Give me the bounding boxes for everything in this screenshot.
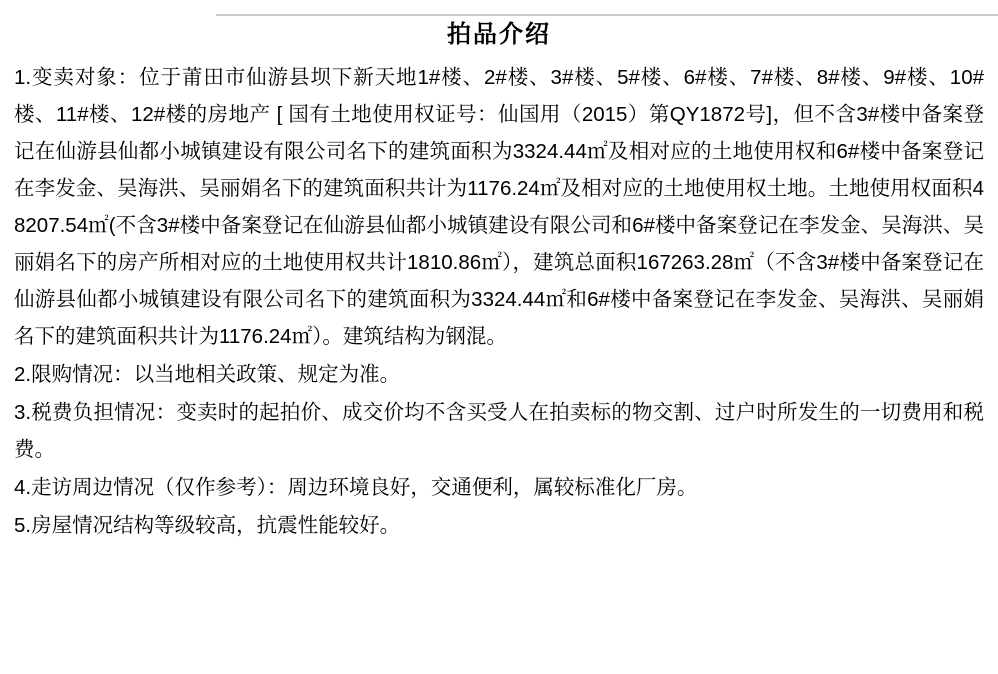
paragraph-surroundings: 4.走访周边情况（仅作参考）：周边环境良好，交通便利，属较标准化厂房。	[14, 476, 698, 499]
paragraph-sale-object: 1.变卖对象：位于莆田市仙游县坝下新天地1#楼、2#楼、3#楼、5#楼、6#楼、7#楼、8#楼、9#楼、10#楼、11#楼、12#楼的房地产 [ 国有土地使用权证号：仙国用（2015）第QY1872号]，但不含3#楼中备案登记在仙游县仙都小城镇建设有限公司名下的建筑面积为3324.44㎡及相对应的土地使用权和6#楼中备案登记在李发金、吴海洪、吴丽娟名下的建筑面积共计为1176.24㎡及相对应的土地使用权土地。土地使用权面积48207.54㎡(不含3#楼中备案登记在仙游县仙都小城镇建设有限公司和6#楼中备案登记在李发金、吴海洪、吴丽娟名下的房产所相对应的土地使用权共计1810.86㎡），建筑总面积167263.28㎡（不含3#楼中备案登记在仙游县仙都小城镇建设有限公司名下的建筑面积为3324.44㎡和6#楼中备案登记在李发金、吴海洪、吴丽娟名下的建筑面积共计为1176.24㎡）。建筑结构为钢混。	[14, 66, 984, 348]
document-page	[0, 14, 998, 674]
top-divider	[216, 14, 998, 16]
document-body	[0, 59, 998, 544]
page-title: 拍品介绍	[447, 21, 551, 48]
paragraph-building-condition: 5.房屋情况结构等级较高，抗震性能较好。	[14, 514, 401, 537]
paragraph-purchase-restriction: 2.限购情况：以当地相关政策、规定为准。	[14, 363, 401, 386]
paragraph-tax-burden: 3.税费负担情况：变卖时的起拍价、成交价均不含买受人在拍卖标的物交割、过户时所发生的一切费用和税费。	[14, 401, 984, 461]
